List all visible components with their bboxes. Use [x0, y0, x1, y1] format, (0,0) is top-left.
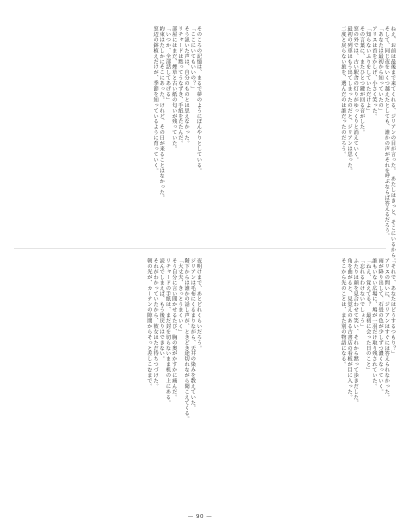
column-divider [14, 248, 386, 249]
lower-left-text-block: 夜明けまで、あとどれくらいだろう。 ジリアンは毛布にくるまりながら、天井の染みを数えていた。 階下からは誰かの話し声が、ときどき途切れながら聞こえてくる。 「大丈夫、きっとうまくいく」 そう自分に言い聞かせるたび、胸の奥がかすかに痛んだ。 リチャードの手紙は、まだ封を切らないまま机の上にある。 読んでしまえば、もう後戻りはできない。 それがわかっていたから、彼女はただ待ちつづけた。 朝の光が、カーテンの隙間からそっと差しこむまで。 [146, 258, 202, 422]
lower-right-text-block: 「それで、あなたはどうするつもり？」 アリスの問いに、ジリアンはすぐには答えられなかった。 雨が降り出して、石畳の色が少しずつ濃くなっていく。 誰もいない広場に、鳩が一羽だけ取り残されていた。 「ねえ、覚えてる？ 最初に会った日のこと」 「忘れるわけないでしょう」 ふたりは顔を見合わせて笑い、それから黙って歩きだした。 角を曲がると、見覚えのある古書店の看板が目に入った。 そこから先のことは、また別の物語になる。 [340, 258, 396, 406]
upper-right-text-block: ねえ、お前は最後まで来てくれる、ジリアンの目が言った。 あたしはきっと、そこにいるから。 そして、同じ夜をいくつ越えたとしても、誰かの声がそれを呼ぶならば答えるだろう。 「あなたは最初から知っていたの」 アリスは首をかしげ、小さく笑った。 「知らないふりをしていただけよ」 その言葉に、またひとつ鍵が回る音がした。 窓の外では、古い駅舎の灯りがゆっくりと消えていく。 最初の列車はもう出てしまったのだと、ジリアンは思った。 二度と戻らない旅を、選んだのは誰だったのだろう。 [340, 26, 396, 264]
page-number: — 90 — [187, 514, 213, 520]
upper-left-text-block: そのころの記憶は、まるで夢のようにぼんやりとしている。 「ここにいてもいいの？」 そう訊いた声は、自分のものとは思えなかった。 リチャードは黙ってうなずき、手紙をたたんだ。 部屋にはまだ、煙草と古い紙の匂いが残っていた。 「いつか、全部話してあげる」 約束はたしかにそこにあった。けれど、その日が来ることはなかった。 窓辺の鉢植えだけが、季節を知っているように育っていく。 [152, 26, 202, 201]
